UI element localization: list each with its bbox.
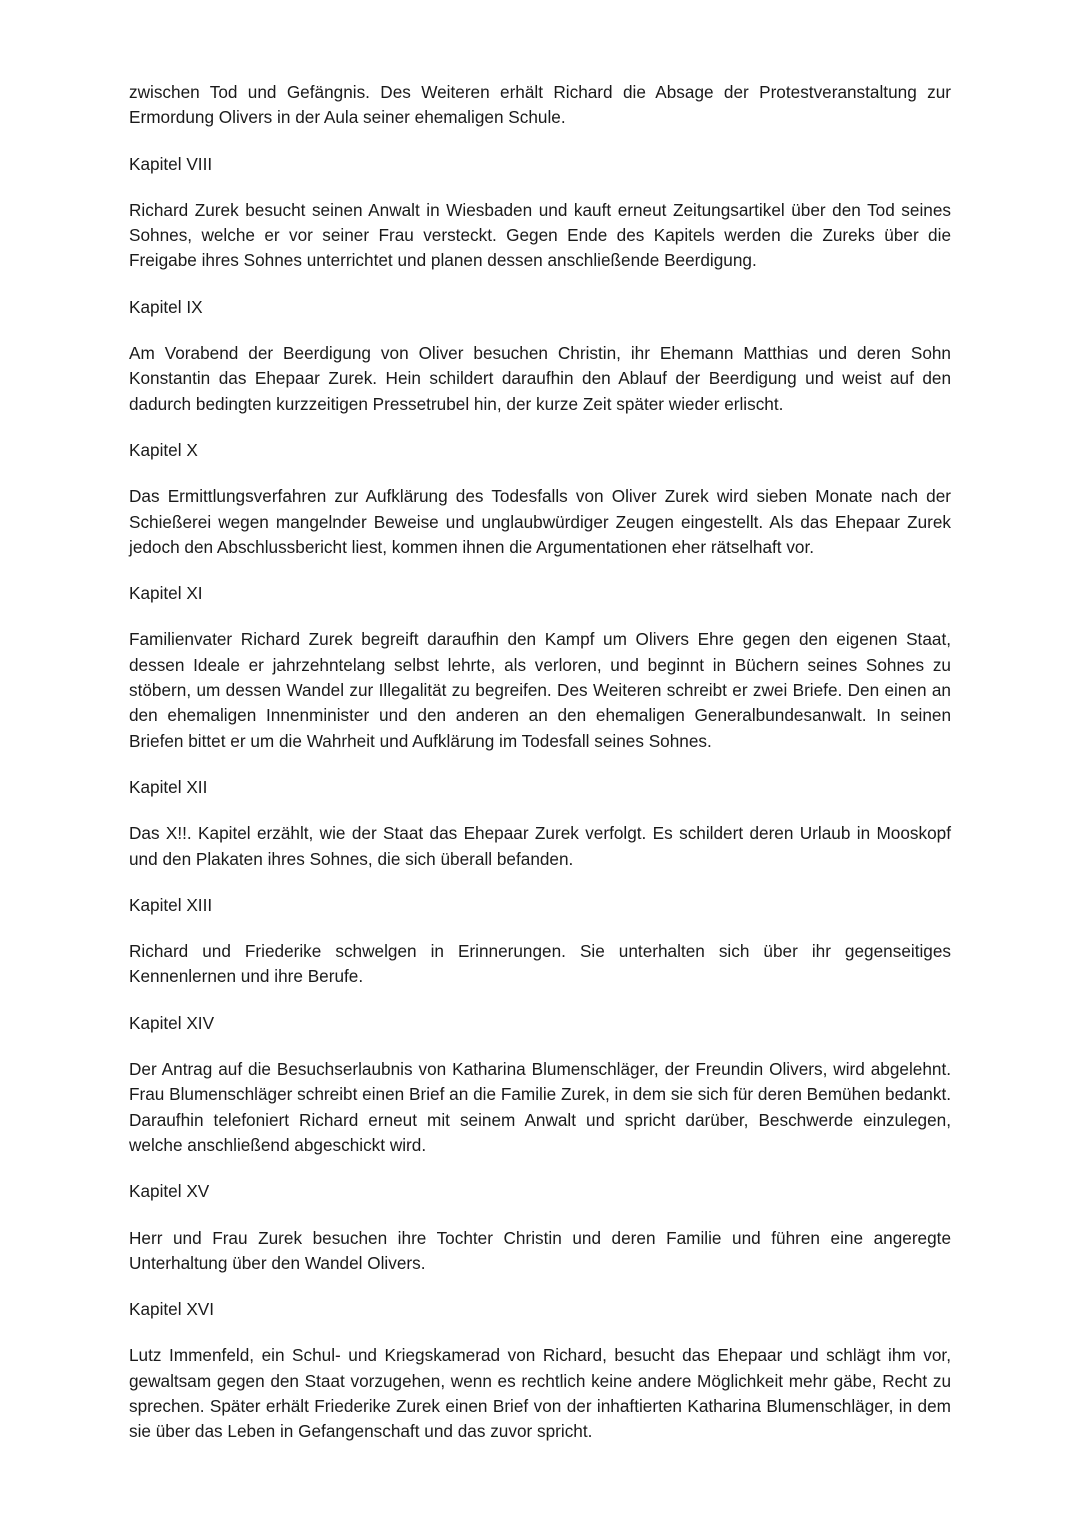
chapter-heading: Kapitel VIII [129, 153, 213, 174]
chapter-summary: Am Vorabend der Beerdigung von Oliver besuchen Christin, ihr Ehemann Matthias und deren Sohn Konstantin das Ehepaar Zurek. Hein schildert daraufhin den Ablauf der Beerdigung und weist auf den dadurch bedingten kurzzeitigen Pressetrubel hin, der kurze Zeit später wieder erlischt. [129, 343, 951, 414]
chapter-summary: Familienvater Richard Zurek begreift daraufhin den Kampf um Olivers Ehre gegen den eigenen Staat, dessen Ideale er jahrzehntelang selbst lehrte, als verloren, und beginnt in Büchern seines Sohnes zu stöbern, um dessen Wandel zur Illegalität zu begreifen. Des Weiteren schreibt er zwei Briefe. Den einen an den ehemaligen Innenminister und den anderen an den ehemaligen Generalbundesanwalt. In seinen Briefen bittet er um die Wahrheit und Aufklärung im Todesfall seines Sohnes. [129, 629, 951, 751]
chapter-heading: Kapitel XI [129, 583, 203, 604]
chapter-8 [129, 152, 951, 274]
chapter-13 [129, 893, 951, 990]
chapter-10 [129, 438, 951, 560]
chapter-summary: Herr und Frau Zurek besuchen ihre Tochter Christin und deren Familie und führen eine angeregte Unterhaltung über den Wandel Olivers. [129, 1227, 951, 1273]
chapter-9 [129, 295, 951, 417]
chapter-14 [129, 1011, 951, 1158]
chapter-summary: Das Ermittlungsverfahren zur Aufklärung des Todesfalls von Oliver Zurek wird sieben Monate nach der Schießerei wegen mangelnder Beweise und unglaubwürdiger Zeugen eingestellt. Als das Ehepaar Zurek jedoch den Abschlussbericht liest, kommen ihnen die Argumentationen eher rätselhaft vor. [129, 486, 951, 557]
chapter-heading: Kapitel XIII [129, 894, 213, 915]
chapter-heading: Kapitel XII [129, 776, 208, 797]
chapter-summary: Der Antrag auf die Besuchserlaubnis von Katharina Blumenschläger, der Freundin Olivers, wird abgelehnt. Frau Blumenschläger schreibt einen Brief an die Familie Zurek, in dem sie sich für deren Bemühen bedankt. Daraufhin telefoniert Richard erneut mit seinem Anwalt und spricht darüber, Beschwerde einzulegen, welche anschließend abgeschickt wird. [129, 1059, 951, 1155]
chapter-11 [129, 581, 951, 754]
chapter-15 [129, 1179, 951, 1276]
chapter-summary: Lutz Immenfeld, ein Schul- und Kriegskamerad von Richard, besucht das Ehepaar und schlägt ihm vor, gewaltsam gegen den Staat vorzugehen, wenn es rechtlich keine andere Möglichkeit mehr gäbe, Recht zu sprechen. Später erhält Friederike Zurek einen Brief von der inhaftierten Katharina Blumenschläger, in dem sie über das Leben in Gefangenschaft und das zuvor spricht. [129, 1345, 951, 1442]
document-page [129, 80, 951, 1466]
chapter-summary: Richard und Friederike schwelgen in Erinnerungen. Sie unterhalten sich über ihr gegenseitiges Kennenlernen und ihre Berufe. [129, 941, 951, 987]
chapter-summary: Das X!!. Kapitel erzählt, wie der Staat das Ehepaar Zurek verfolgt. Es schildert deren Urlaub in Mooskopf und den Plakaten ihres Sohnes, die sich überall befanden. [129, 823, 951, 869]
chapter-heading: Kapitel X [129, 439, 198, 460]
chapter-heading: Kapitel XVI [129, 1299, 215, 1320]
chapter-heading: Kapitel XV [129, 1181, 210, 1202]
chapter-heading: Kapitel XIV [129, 1012, 215, 1033]
chapter-16 [129, 1297, 951, 1444]
chapter-12 [129, 775, 951, 872]
chapter-heading: Kapitel IX [129, 296, 203, 317]
chapter-summary: Richard Zurek besucht seinen Anwalt in Wiesbaden und kauft erneut Zeitungsartikel über den Tod seines Sohnes, welche er vor seiner Frau versteckt. Gegen Ende des Kapitels werden die Zureks über die Freigabe ihres Sohnes unterrichtet und planen dessen anschließende Beerdigung. [129, 199, 951, 271]
intro-paragraph: zwischen Tod und Gefängnis. Des Weiteren erhält Richard die Absage der Protestveranstaltung zur Ermordung Olivers in der Aula seiner ehemaligen Schule. [129, 82, 951, 128]
